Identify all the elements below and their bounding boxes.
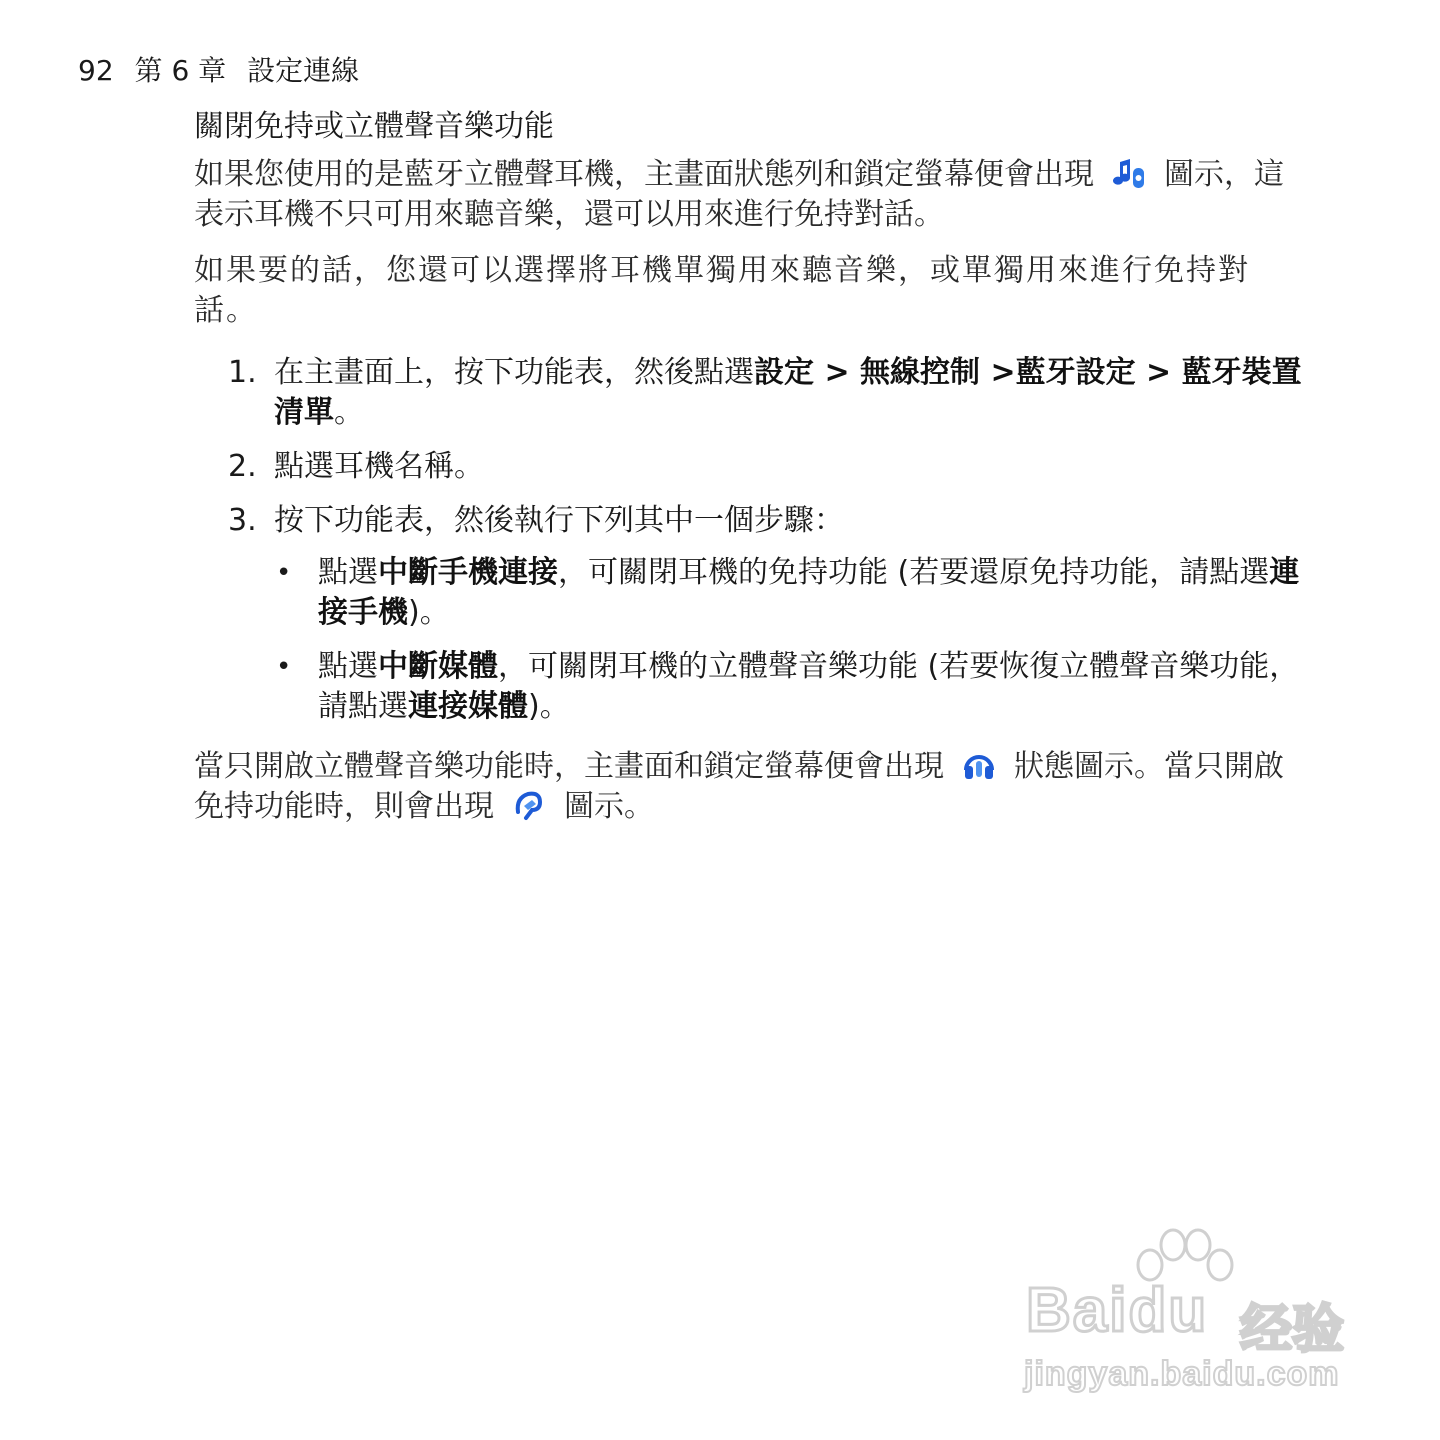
page-number: 92	[78, 54, 114, 87]
bullet-icon: •	[276, 652, 292, 682]
option-name: 中斷媒體	[378, 649, 498, 684]
step-number: 1.	[228, 355, 257, 390]
watermark-jingyan: 经验	[1240, 1300, 1345, 1360]
paragraph-text: 狀態圖示。當只開啟免持功能時，則會出現	[194, 749, 1284, 824]
list-item	[194, 447, 1304, 487]
bullet-text: ，可關閉耳機的免持功能 (若要還原免持功能，請點選	[558, 555, 1270, 590]
list-item	[274, 647, 1304, 727]
step-text: 按下功能表，然後執行下列其中一個步驟：	[274, 503, 844, 538]
menu-path: 設定 > 無線控制 >藍牙設定 > 藍牙裝置清單	[274, 355, 1302, 430]
steps-list	[194, 353, 1304, 727]
bluetooth-headset-music-icon	[1112, 156, 1146, 190]
bullet-text: 點選	[318, 649, 378, 684]
option-name: 連接手機	[318, 555, 1300, 630]
paragraph-text: 如果您使用的是藍牙立體聲耳機，主畫面狀態列和鎖定螢幕便會出現	[194, 157, 1094, 192]
section-title: 關閉免持或立體聲音樂功能	[194, 109, 554, 144]
paragraph-stereo-icon	[194, 155, 1304, 235]
paragraph-text: 圖示。	[564, 789, 654, 824]
baidu-watermark	[1020, 1225, 1360, 1395]
option-name: 連接媒體	[408, 689, 528, 724]
step-number: 2.	[228, 449, 257, 484]
step-text: 在主畫面上，按下功能表，然後點選	[274, 355, 754, 390]
step-text: 點選耳機名稱。	[274, 449, 484, 484]
watermark-logo: Baidu	[1026, 1276, 1209, 1345]
option-name: 中斷手機連接	[378, 555, 558, 590]
paragraph-text: 當只開啟立體聲音樂功能時，主畫面和鎖定螢幕便會出現	[194, 749, 944, 784]
list-item	[194, 501, 1304, 727]
chapter-label: 第 6 章	[134, 54, 227, 87]
document-body	[194, 105, 1304, 849]
headphones-icon	[962, 748, 996, 782]
page-header	[78, 52, 371, 90]
paragraph-status-icons	[194, 747, 1304, 827]
bluetooth-handsfree-icon	[512, 788, 546, 822]
bullet-text: )。	[528, 689, 570, 724]
watermark-url: jingyan.baidu.com	[1024, 1355, 1340, 1393]
bullet-text: ，可關閉耳機的立體聲音樂功能 (若要恢復立體聲音樂功能，請點選	[318, 649, 1300, 724]
list-item	[194, 353, 1304, 433]
options-list	[274, 553, 1304, 727]
bullet-icon: •	[276, 558, 292, 588]
chapter-title: 設定連線	[247, 54, 360, 87]
step-text: 。	[334, 395, 364, 430]
step-number: 3.	[228, 503, 257, 538]
paragraph-text: 圖示，這表示耳機不只可用來聽音樂，還可以用來進行免持對話。	[194, 157, 1284, 232]
bullet-text: )。	[408, 595, 450, 630]
paragraph-options: 如果要的話，您還可以選擇將耳機單獨用來聽音樂，或單獨用來進行免持對話。	[194, 253, 1250, 328]
bullet-text: 點選	[318, 555, 378, 590]
list-item	[274, 553, 1304, 633]
